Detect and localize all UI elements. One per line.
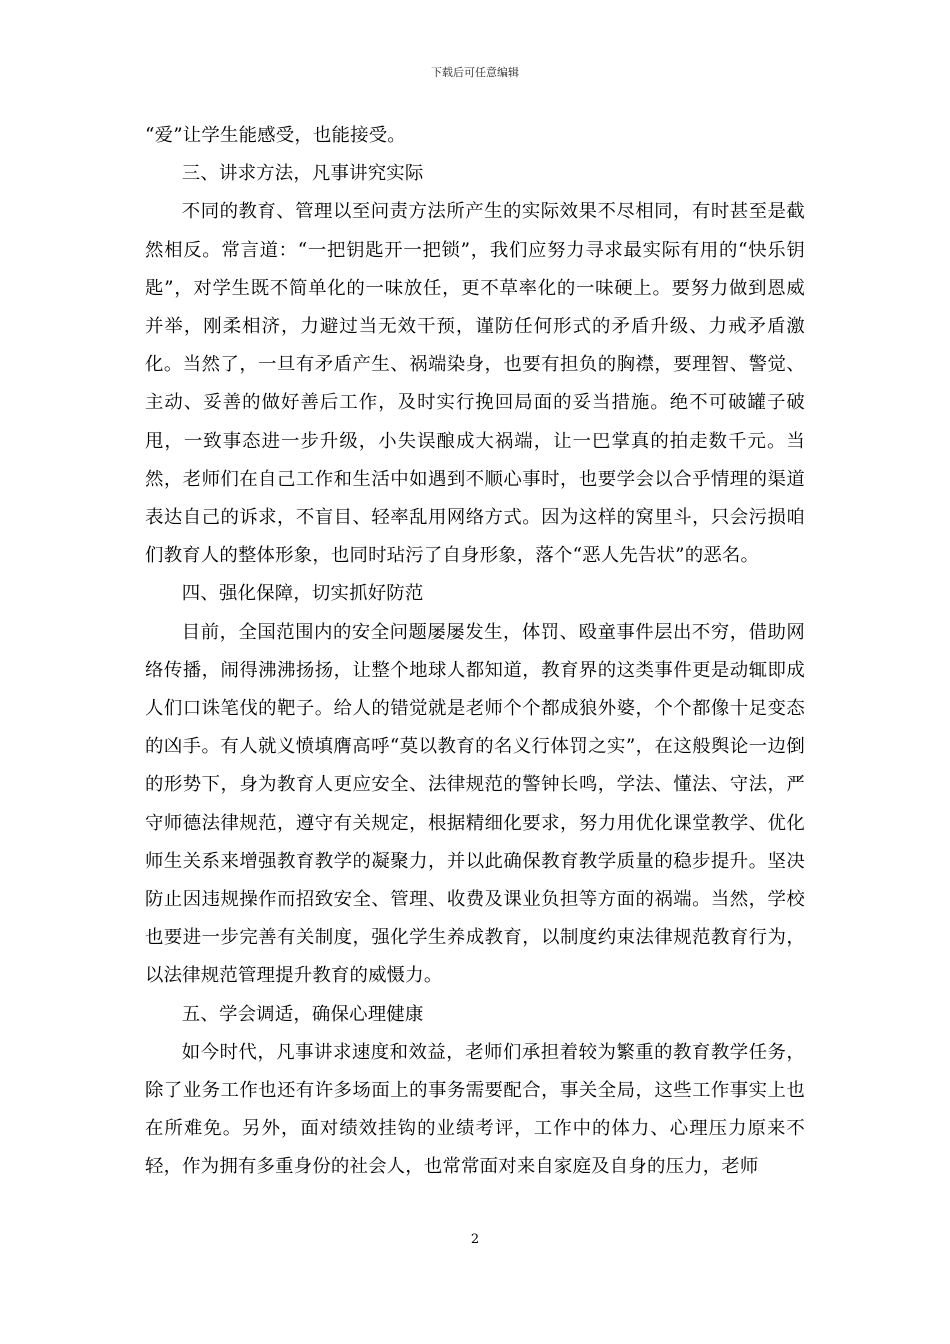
page-header: 下载后可任意编辑 <box>431 66 519 79</box>
paragraph: 目前，全国范围内的安全问题屡屡发生，体罚、殴童事件层出不穷，借助网络传播，闹得沸沸扬扬，让整个地球人都知道，教育界的这类事件更是动辄即成人们口诛笔伐的靶子。给人的错觉就是老师个个都成狼外婆，个个都像十足变态的凶手。有人就义愤填膺高呼“莫以教育的名义行体罚之实”，在这般舆论一边倒的形势下，身为教育人更应安全、法律规范的警钟长鸣，学法、懂法、守法，严守师德法律规范，遵守有关规定，根据精细化要求，努力用优化课堂教学、优化师生关系来增强教育教学的凝聚力，并以此确保教育教学质量的稳步提升。坚决防止因违规操作而招致安全、管理、收费及课业负担等方面的祸端。当然，学校也要进一步完善有关制度，强化学生养成教育，以制度约束法律规范教育行为，以法律规范管理提升教育的威慑力。 <box>145 621 805 987</box>
document-body <box>145 117 805 1187</box>
section-heading: 三、讲求方法，凡事讲究实际 <box>181 163 424 185</box>
section-heading: 四、强化保障，切实抓好防范 <box>181 583 424 605</box>
section-heading: 五、学会调适，确保心理健康 <box>181 1003 424 1025</box>
paragraph: 如今时代，凡事讲求速度和效益，老师们承担着较为繁重的教育教学任务，除了业务工作也还有许多场面上的事务需要配合，事关全局，这些工作事实上也在所难免。另外，面对绩效挂钩的业绩考评，工作中的体力、心理压力原来不轻，作为拥有多重身份的社会人，也常常面对来自家庭及自身的压力，老师 <box>145 1041 805 1178</box>
page-number: 2 <box>470 1232 480 1247</box>
paragraph: 不同的教育、管理以至问责方法所产生的实际效果不尽相同，有时甚至是截然相反。常言道：“一把钥匙开一把锁”，我们应努力寻求最实际有用的“快乐钥匙”，对学生既不简单化的一味放任，更不草率化的一味硬上。要努力做到恩威并举，刚柔相济，力避过当无效干预，谨防任何形式的矛盾升级、力戒矛盾激化。当然了，一旦有矛盾产生、祸端染身，也要有担负的胸襟，要理智、警觉、主动、妥善的做好善后工作，及时实行挽回局面的妥当措施。绝不可破罐子破甩，一致事态进一步升级，小失误酿成大祸端，让一巴掌真的拍走数千元。当然，老师们在自己工作和生活中如遇到不顺心事时，也要学会以合乎情理的渠道表达自己的诉求，不盲目、轻率乱用网络方式。因为这样的窝里斗，只会污损咱们教育人的整体形象，也同时玷污了自身形象，落个“恶人先告状”的恶名。 <box>145 201 805 567</box>
paragraph: “爱”让学生能感受，也能接受。 <box>145 125 406 146</box>
